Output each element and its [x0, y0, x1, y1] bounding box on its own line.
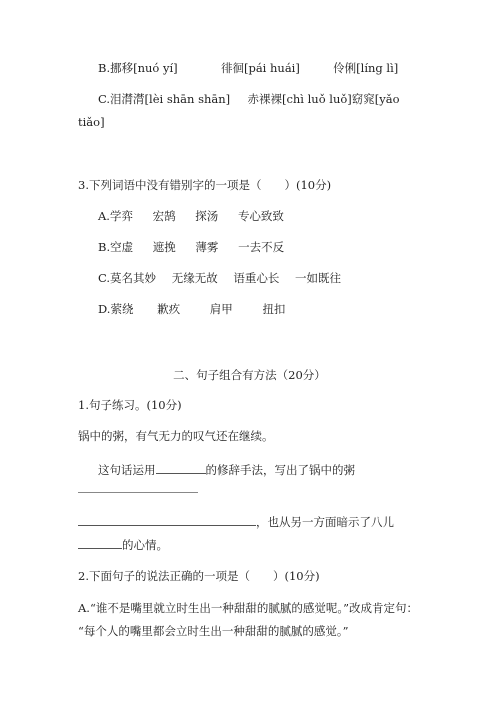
pinyin-c3a: [yǎo — [374, 92, 400, 106]
word-b1: 挪移 — [110, 61, 134, 75]
q2-option-c-wrap: tiǎo] — [78, 115, 105, 129]
s1-sentence: 锅中的粥，有气无力的叹气还在继续。 — [78, 429, 274, 443]
s1-fill-line3: 的心情。 — [78, 536, 168, 553]
pinyin-b3: [líng lì] — [356, 61, 399, 75]
pinyin-c2: [chì luǒ luǒ] — [281, 92, 352, 106]
word-c2: 赤裸裸 — [247, 92, 282, 106]
s1-fill-line1: 这句话运用 的修辞手法，写出了锅中的粥 — [98, 463, 355, 477]
q3-stem: 3.下列词语中没有错别字的一项是（ ）(10分) — [78, 178, 332, 192]
q3-option-d: D.萦绕 歉疚 肩甲 扭扣 — [98, 302, 286, 316]
answer-blank-1[interactable] — [156, 461, 206, 474]
word-b3: 伶俐 — [333, 61, 357, 75]
answer-blank-3[interactable] — [78, 513, 256, 526]
word-b2: 徘徊 — [220, 61, 244, 75]
word-c3: 窈窕 — [351, 92, 375, 106]
s1-fill-line2: ，也从另一方面暗示了八儿 — [78, 513, 394, 530]
answer-blank-2[interactable] — [78, 492, 198, 493]
pinyin-b2: [pái huái] — [243, 61, 300, 75]
s2-option-a-line2: “每个人的嘴里都会立时生出一种甜甜的腻腻的感觉。” — [78, 624, 349, 638]
q3-option-c: C.莫名其妙 无缘无故 语重心长 一如既往 — [98, 271, 342, 285]
s1-heading: 1.句子练习。(10分) — [78, 398, 182, 412]
answer-blank-4[interactable] — [78, 536, 122, 549]
q2-option-b: B.挪移[nuó yí] 徘徊[pái huái] 伶俐[líng lì] — [98, 61, 399, 75]
pinyin-b1: [nuó yí] — [133, 61, 178, 75]
s2-option-a-line1: A.“谁不是嘴里就立时生出一种甜甜的腻腻的感觉呢。”改成肯定句： — [78, 601, 418, 615]
pinyin-c1: [lèi shān shān] — [144, 92, 231, 106]
q3-option-a: A.学弈 宏鹄 探汤 专心致致 — [98, 209, 284, 223]
q2-option-c: C.泪潸潸[lèi shān shān] 赤裸裸[chì luǒ luǒ]窈窕[yǎo — [98, 92, 400, 106]
section-title: 二、句子组合有方法（20分） — [173, 368, 326, 382]
word-c1: 泪潸潸 — [110, 92, 145, 106]
s2-heading: 2.下面句子的说法正确的一项是（ ）(10分) — [78, 569, 320, 583]
q3-option-b: B.空虚 遮挽 薄雾 一去不反 — [98, 240, 285, 254]
